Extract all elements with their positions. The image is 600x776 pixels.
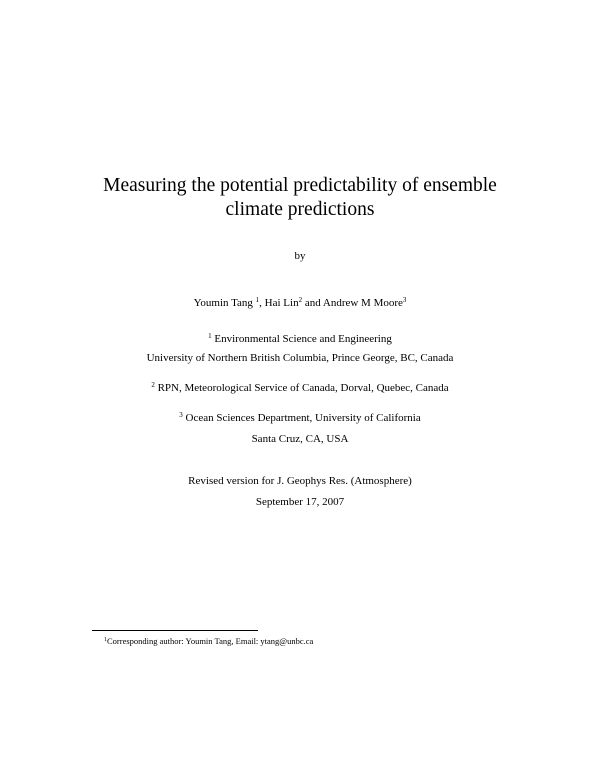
author-line bbox=[0, 296, 600, 310]
author-2-name: Hai Lin bbox=[264, 297, 299, 309]
footnote-text: Corresponding author: Youmin Tang, Email: ytang@unbc.ca bbox=[107, 636, 314, 646]
revision-note: Revised version for J. Geophys Res. (Atmosphere) bbox=[188, 475, 412, 487]
affiliation-3-mark: 3 bbox=[179, 411, 183, 419]
affiliation-1-text: Environmental Science and Engineering bbox=[214, 333, 392, 345]
affiliation-1-line-2: University of Northern British Columbia, Prince George, BC, Canada bbox=[146, 352, 454, 364]
affiliation-3-text: Ocean Sciences Department, University of California bbox=[185, 412, 421, 424]
author-2-mark: 2 bbox=[298, 296, 303, 304]
author-1-name: Youmin Tang bbox=[193, 297, 253, 309]
affiliation-3-line-1 bbox=[0, 411, 600, 425]
affiliation-2-line-1 bbox=[0, 381, 600, 395]
author-3-name: Andrew M Moore bbox=[322, 297, 403, 309]
title-line-2: climate predictions bbox=[225, 199, 375, 220]
footnote-mark: 1 bbox=[104, 637, 107, 643]
paper-date: September 17, 2007 bbox=[255, 496, 345, 508]
paper-title bbox=[0, 174, 600, 222]
author-3-mark: 3 bbox=[402, 296, 407, 304]
affiliation-3-line-2: Santa Cruz, CA, USA bbox=[251, 433, 349, 445]
author-separator-1: , bbox=[259, 297, 265, 309]
footnote bbox=[104, 636, 313, 647]
affiliation-1-line-1 bbox=[0, 332, 600, 346]
affiliation-2-mark: 2 bbox=[151, 381, 155, 389]
title-line-1: Measuring the potential predictability of ensemble bbox=[103, 175, 497, 196]
author-separator-2: and bbox=[302, 297, 323, 309]
author-1-mark: 1 bbox=[255, 296, 260, 304]
affiliation-2-text: RPN, Meteorological Service of Canada, Dorval, Quebec, Canada bbox=[157, 382, 449, 394]
footnote-rule bbox=[92, 630, 258, 631]
by-line: by bbox=[294, 250, 306, 262]
affiliation-1-mark: 1 bbox=[208, 332, 212, 340]
